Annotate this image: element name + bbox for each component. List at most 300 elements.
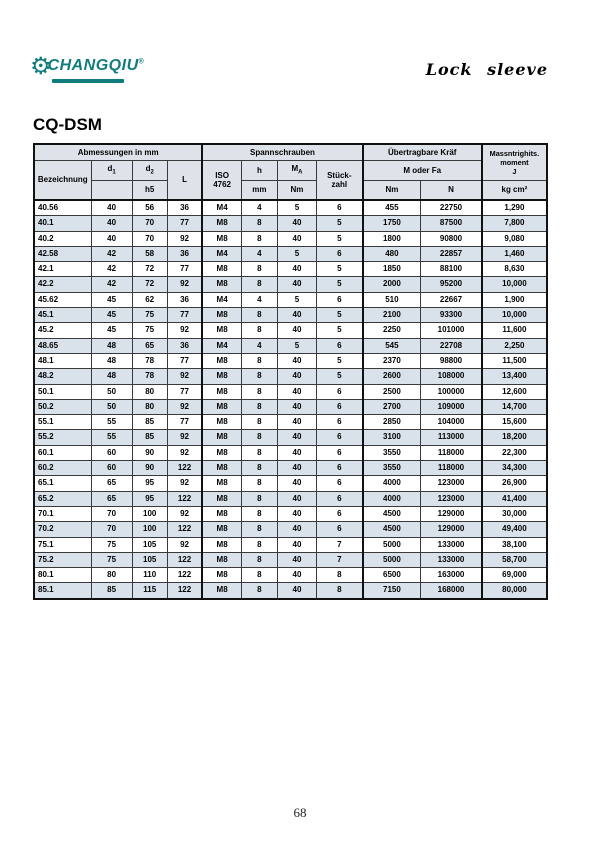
table-cell: 40: [277, 522, 316, 537]
table-cell: 55.1: [34, 415, 91, 430]
product-line-title: Lock sleeve: [425, 60, 548, 79]
table-cell: 545: [363, 338, 421, 353]
table-cell: 1,460: [482, 246, 547, 261]
table-cell: 8: [241, 537, 277, 552]
table-cell: M8: [202, 399, 241, 414]
table-cell: 75.2: [34, 552, 91, 567]
table-cell: 7,800: [482, 216, 547, 231]
group-header-transmittable: Übertragbare Kräf: [363, 144, 482, 160]
table-cell: 95200: [421, 277, 482, 292]
table-cell: 2700: [363, 399, 421, 414]
table-cell: 77: [167, 308, 202, 323]
table-cell: 45: [91, 308, 132, 323]
table-cell: M4: [202, 246, 241, 261]
table-cell: 5000: [363, 552, 421, 567]
table-row: [34, 506, 547, 521]
table-cell: 6: [317, 415, 363, 430]
table-cell: M8: [202, 415, 241, 430]
table-row: [34, 430, 547, 445]
table-cell: 22857: [421, 246, 482, 261]
table-cell: 40: [277, 262, 316, 277]
table-cell: 113000: [421, 430, 482, 445]
table-cell: 8: [241, 262, 277, 277]
table-cell: M4: [202, 292, 241, 307]
table-cell: M8: [202, 445, 241, 460]
table-cell: 6: [317, 522, 363, 537]
table-cell: 8: [241, 461, 277, 476]
col-header-f-unit: N: [421, 180, 482, 200]
table-cell: 60.1: [34, 445, 91, 460]
table-cell: 93300: [421, 308, 482, 323]
table-cell: M8: [202, 583, 241, 599]
table-cell: 26,900: [482, 476, 547, 491]
table-cell: 40: [277, 568, 316, 583]
table-cell: 6: [317, 445, 363, 460]
table-cell: 22667: [421, 292, 482, 307]
table-cell: 40: [277, 583, 316, 599]
table-cell: 22,300: [482, 445, 547, 460]
table-cell: 65: [132, 338, 167, 353]
table-cell: 65.1: [34, 476, 91, 491]
table-cell: 4: [241, 200, 277, 216]
table-cell: 3550: [363, 461, 421, 476]
table-cell: 5: [317, 308, 363, 323]
table-cell: 72: [132, 262, 167, 277]
table-cell: 41,400: [482, 491, 547, 506]
table-cell: 75: [132, 308, 167, 323]
table-cell: 36: [167, 200, 202, 216]
table-cell: 45.2: [34, 323, 91, 338]
table-cell: 4500: [363, 522, 421, 537]
table-cell: 129000: [421, 506, 482, 521]
table-cell: 40.56: [34, 200, 91, 216]
col-header-j-unit: kg cm²: [482, 180, 547, 200]
table-cell: 80: [91, 568, 132, 583]
group-header-screws: Spannschrauben: [202, 144, 362, 160]
table-cell: 2,250: [482, 338, 547, 353]
table-cell: 5: [317, 277, 363, 292]
table-cell: 4: [241, 338, 277, 353]
spec-table: [33, 143, 548, 600]
table-cell: 3100: [363, 430, 421, 445]
table-cell: 8: [241, 384, 277, 399]
group-header-dimensions: Abmessungen in mm: [34, 144, 202, 160]
table-cell: 40: [277, 445, 316, 460]
table-row: [34, 200, 547, 216]
table-cell: M8: [202, 277, 241, 292]
table-cell: M8: [202, 353, 241, 368]
table-cell: 122: [167, 568, 202, 583]
table-cell: 5: [317, 323, 363, 338]
table-cell: 40: [277, 323, 316, 338]
table-cell: M8: [202, 384, 241, 399]
table-cell: 92: [167, 277, 202, 292]
table-cell: 123000: [421, 476, 482, 491]
table-row: [34, 415, 547, 430]
table-cell: 45.1: [34, 308, 91, 323]
table-cell: 77: [167, 384, 202, 399]
table-cell: 77: [167, 262, 202, 277]
table-cell: 6: [317, 461, 363, 476]
table-cell: 11,500: [482, 353, 547, 368]
table-cell: M8: [202, 491, 241, 506]
col-header-ma: $M_A$: [277, 160, 316, 180]
table-cell: 10,000: [482, 308, 547, 323]
table-cell: 110: [132, 568, 167, 583]
table-cell: 100: [132, 522, 167, 537]
table-cell: 92: [167, 537, 202, 552]
table-cell: 5: [317, 231, 363, 246]
table-cell: 168000: [421, 583, 482, 599]
table-cell: M8: [202, 537, 241, 552]
table-cell: 70.2: [34, 522, 91, 537]
table-row: [34, 277, 547, 292]
table-cell: 8: [241, 216, 277, 231]
table-cell: 118000: [421, 461, 482, 476]
col-header-iso: ISO 4762: [202, 160, 241, 200]
table-cell: 8: [241, 476, 277, 491]
table-cell: 95: [132, 476, 167, 491]
table-body: [34, 200, 547, 599]
table-cell: 85: [91, 583, 132, 599]
table-cell: 108000: [421, 369, 482, 384]
table-cell: 5: [317, 353, 363, 368]
table-cell: 2370: [363, 353, 421, 368]
table-cell: 133000: [421, 552, 482, 567]
table-cell: 40: [277, 552, 316, 567]
table-cell: 1850: [363, 262, 421, 277]
table-cell: 4000: [363, 491, 421, 506]
table-row: [34, 369, 547, 384]
table-row: [34, 491, 547, 506]
table-cell: 5000: [363, 537, 421, 552]
table-cell: 87500: [421, 216, 482, 231]
table-cell: 8: [317, 568, 363, 583]
table-cell: 72: [132, 277, 167, 292]
table-cell: 36: [167, 246, 202, 261]
table-cell: 5: [317, 216, 363, 231]
col-header-h-unit: mm: [241, 180, 277, 200]
table-cell: 98800: [421, 353, 482, 368]
table-cell: 40.2: [34, 231, 91, 246]
brand-name: CHANGQIU®: [47, 57, 145, 74]
table-cell: 8: [241, 506, 277, 521]
table-cell: 50: [91, 384, 132, 399]
table-cell: 5: [277, 246, 316, 261]
page-number: 68: [293, 805, 307, 820]
table-cell: 45.62: [34, 292, 91, 307]
table-cell: 40: [277, 491, 316, 506]
table-cell: 8: [241, 552, 277, 567]
table-cell: 122: [167, 522, 202, 537]
table-row: [34, 583, 547, 599]
table-cell: M8: [202, 568, 241, 583]
table-cell: 40: [277, 384, 316, 399]
table-cell: 6: [317, 506, 363, 521]
col-header-designation: Bezeichnung: [34, 160, 91, 200]
table-cell: 2250: [363, 323, 421, 338]
table-cell: 2850: [363, 415, 421, 430]
table-cell: 9,080: [482, 231, 547, 246]
table-row: [34, 338, 547, 353]
col-header-m-or-fa: M oder Fa: [363, 160, 482, 180]
table-cell: 56: [132, 200, 167, 216]
table-row: [34, 522, 547, 537]
table-cell: 10,000: [482, 277, 547, 292]
table-cell: 30,000: [482, 506, 547, 521]
table-cell: 122: [167, 552, 202, 567]
table-cell: 40: [91, 200, 132, 216]
table-cell: M8: [202, 522, 241, 537]
table-cell: 69,000: [482, 568, 547, 583]
table-cell: 75.1: [34, 537, 91, 552]
table-cell: 40: [277, 415, 316, 430]
table-cell: 42: [91, 277, 132, 292]
table-cell: 75: [91, 552, 132, 567]
table-cell: 77: [167, 353, 202, 368]
table-cell: M8: [202, 506, 241, 521]
table-cell: 88100: [421, 262, 482, 277]
table-cell: 92: [167, 445, 202, 460]
table-cell: 122: [167, 491, 202, 506]
table-cell: 7150: [363, 583, 421, 599]
brand-logo: [30, 54, 144, 83]
table-cell: 22708: [421, 338, 482, 353]
table-cell: 40: [91, 231, 132, 246]
table-cell: 480: [363, 246, 421, 261]
table-row: [34, 568, 547, 583]
table-cell: 1,900: [482, 292, 547, 307]
table-cell: 40.1: [34, 216, 91, 231]
table-cell: 5: [277, 200, 316, 216]
col-header-ma-unit: Nm: [277, 180, 316, 200]
table-cell: 6: [317, 476, 363, 491]
table-cell: 80,000: [482, 583, 547, 599]
table-cell: 8: [241, 369, 277, 384]
table-cell: 12,600: [482, 384, 547, 399]
table-cell: 105: [132, 537, 167, 552]
table-cell: 163000: [421, 568, 482, 583]
table-cell: 77: [167, 216, 202, 231]
table-cell: 40: [277, 353, 316, 368]
table-cell: 8: [241, 415, 277, 430]
table-cell: 133000: [421, 537, 482, 552]
table-cell: M8: [202, 476, 241, 491]
table-cell: 8: [241, 522, 277, 537]
table-cell: 78: [132, 353, 167, 368]
table-cell: 8: [317, 583, 363, 599]
table-cell: 6: [317, 292, 363, 307]
table-cell: 8: [241, 231, 277, 246]
col-header-d2-tolerance: h5: [132, 180, 167, 200]
col-header-m-unit: Nm: [363, 180, 421, 200]
table-cell: 50: [91, 399, 132, 414]
table-cell: 7: [317, 537, 363, 552]
table-cell: 8: [241, 308, 277, 323]
table-row: [34, 399, 547, 414]
table-cell: 92: [167, 476, 202, 491]
table-row: [34, 461, 547, 476]
table-cell: 42.1: [34, 262, 91, 277]
table-cell: 122: [167, 461, 202, 476]
table-cell: 55: [91, 415, 132, 430]
table-cell: 105: [132, 552, 167, 567]
table-cell: 8: [241, 277, 277, 292]
table-cell: 6500: [363, 568, 421, 583]
table-cell: 50.2: [34, 399, 91, 414]
table-cell: 6: [317, 246, 363, 261]
table-cell: 92: [167, 231, 202, 246]
table-cell: 510: [363, 292, 421, 307]
table-cell: 8: [241, 491, 277, 506]
table-cell: 60.2: [34, 461, 91, 476]
table-cell: M8: [202, 216, 241, 231]
table-cell: 8: [241, 323, 277, 338]
table-cell: 11,600: [482, 323, 547, 338]
table-cell: 109000: [421, 399, 482, 414]
table-row: [34, 292, 547, 307]
table-cell: 8: [241, 445, 277, 460]
table-cell: 6: [317, 384, 363, 399]
table-cell: 70: [132, 231, 167, 246]
table-cell: 60: [91, 461, 132, 476]
table-cell: 1750: [363, 216, 421, 231]
table-cell: 36: [167, 292, 202, 307]
table-cell: M8: [202, 552, 241, 567]
table-cell: 45: [91, 292, 132, 307]
table-cell: 6: [317, 338, 363, 353]
table-cell: 4500: [363, 506, 421, 521]
table-cell: 85: [132, 415, 167, 430]
table-cell: 6: [317, 430, 363, 445]
table-cell: 14,700: [482, 399, 547, 414]
table-cell: 5: [317, 262, 363, 277]
table-cell: 75: [91, 537, 132, 552]
table-row: [34, 353, 547, 368]
table-cell: 42: [91, 246, 132, 261]
table-cell: 8: [241, 430, 277, 445]
table-cell: 85: [132, 430, 167, 445]
table-cell: 65: [91, 476, 132, 491]
table-cell: 65.2: [34, 491, 91, 506]
table-cell: 100: [132, 506, 167, 521]
table-cell: 48: [91, 338, 132, 353]
table-cell: 38,100: [482, 537, 547, 552]
table-cell: 40: [277, 399, 316, 414]
table-cell: 40: [277, 231, 316, 246]
table-cell: 100000: [421, 384, 482, 399]
table-cell: 62: [132, 292, 167, 307]
table-cell: 5: [277, 292, 316, 307]
table-cell: 3550: [363, 445, 421, 460]
table-cell: 18,200: [482, 430, 547, 445]
table-cell: 40: [91, 216, 132, 231]
table-cell: 42: [91, 262, 132, 277]
table-cell: 8: [241, 583, 277, 599]
table-cell: 40: [277, 537, 316, 552]
table-cell: 8: [241, 399, 277, 414]
table-row: [34, 537, 547, 552]
table-row: [34, 262, 547, 277]
table-cell: M8: [202, 461, 241, 476]
table-cell: 40: [277, 506, 316, 521]
table-cell: 8: [241, 568, 277, 583]
table-cell: 55: [91, 430, 132, 445]
table-cell: 65: [91, 491, 132, 506]
table-cell: 40: [277, 369, 316, 384]
table-cell: M8: [202, 231, 241, 246]
table-cell: 118000: [421, 445, 482, 460]
col-header-inertia: Massntrighits. moment J: [482, 144, 547, 180]
table-cell: 104000: [421, 415, 482, 430]
table-cell: 15,600: [482, 415, 547, 430]
table-cell: 36: [167, 338, 202, 353]
table-cell: 34,300: [482, 461, 547, 476]
table-row: [34, 308, 547, 323]
table-cell: 92: [167, 430, 202, 445]
col-header-d1-blank: [91, 180, 132, 200]
table-cell: 4000: [363, 476, 421, 491]
table-cell: 95: [132, 491, 167, 506]
table-row: [34, 231, 547, 246]
table-cell: 55.2: [34, 430, 91, 445]
table-cell: 40: [277, 216, 316, 231]
table-cell: M8: [202, 308, 241, 323]
table-cell: 5: [317, 369, 363, 384]
table-cell: 40: [277, 430, 316, 445]
col-header-quantity: Stück- zahl: [317, 160, 363, 200]
table-cell: 85.1: [34, 583, 91, 599]
table-cell: 6: [317, 399, 363, 414]
col-header-h: h: [241, 160, 277, 180]
gear-icon: ⚙: [30, 52, 52, 80]
table-cell: 77: [167, 415, 202, 430]
table-cell: 6: [317, 491, 363, 506]
table-cell: 7: [317, 552, 363, 567]
table-cell: 48: [91, 353, 132, 368]
brand-tagline-bar: [52, 79, 124, 83]
table-cell: 70.1: [34, 506, 91, 521]
table-cell: 48.2: [34, 369, 91, 384]
table-cell: 80: [132, 399, 167, 414]
table-cell: 90: [132, 445, 167, 460]
table-cell: 22750: [421, 200, 482, 216]
registered-trademark-icon: ®: [138, 58, 145, 66]
table-row: [34, 476, 547, 491]
table-cell: 42.58: [34, 246, 91, 261]
table-cell: 4: [241, 246, 277, 261]
table-cell: 80: [132, 384, 167, 399]
table-cell: 78: [132, 369, 167, 384]
table-row: [34, 552, 547, 567]
col-header-length: L: [167, 160, 202, 200]
table-cell: 70: [91, 522, 132, 537]
table-cell: 2100: [363, 308, 421, 323]
table-cell: 40: [277, 277, 316, 292]
table-cell: 58,700: [482, 552, 547, 567]
table-cell: 90800: [421, 231, 482, 246]
table-row: [34, 246, 547, 261]
table-cell: 40: [277, 308, 316, 323]
table-cell: 40: [277, 476, 316, 491]
table-cell: 4: [241, 292, 277, 307]
table-row: [34, 384, 547, 399]
table-cell: M8: [202, 369, 241, 384]
col-header-d2: $d_2$: [132, 160, 167, 180]
page-title: CQ-DSM: [33, 115, 102, 134]
table-cell: M8: [202, 430, 241, 445]
table-header: [34, 144, 547, 200]
